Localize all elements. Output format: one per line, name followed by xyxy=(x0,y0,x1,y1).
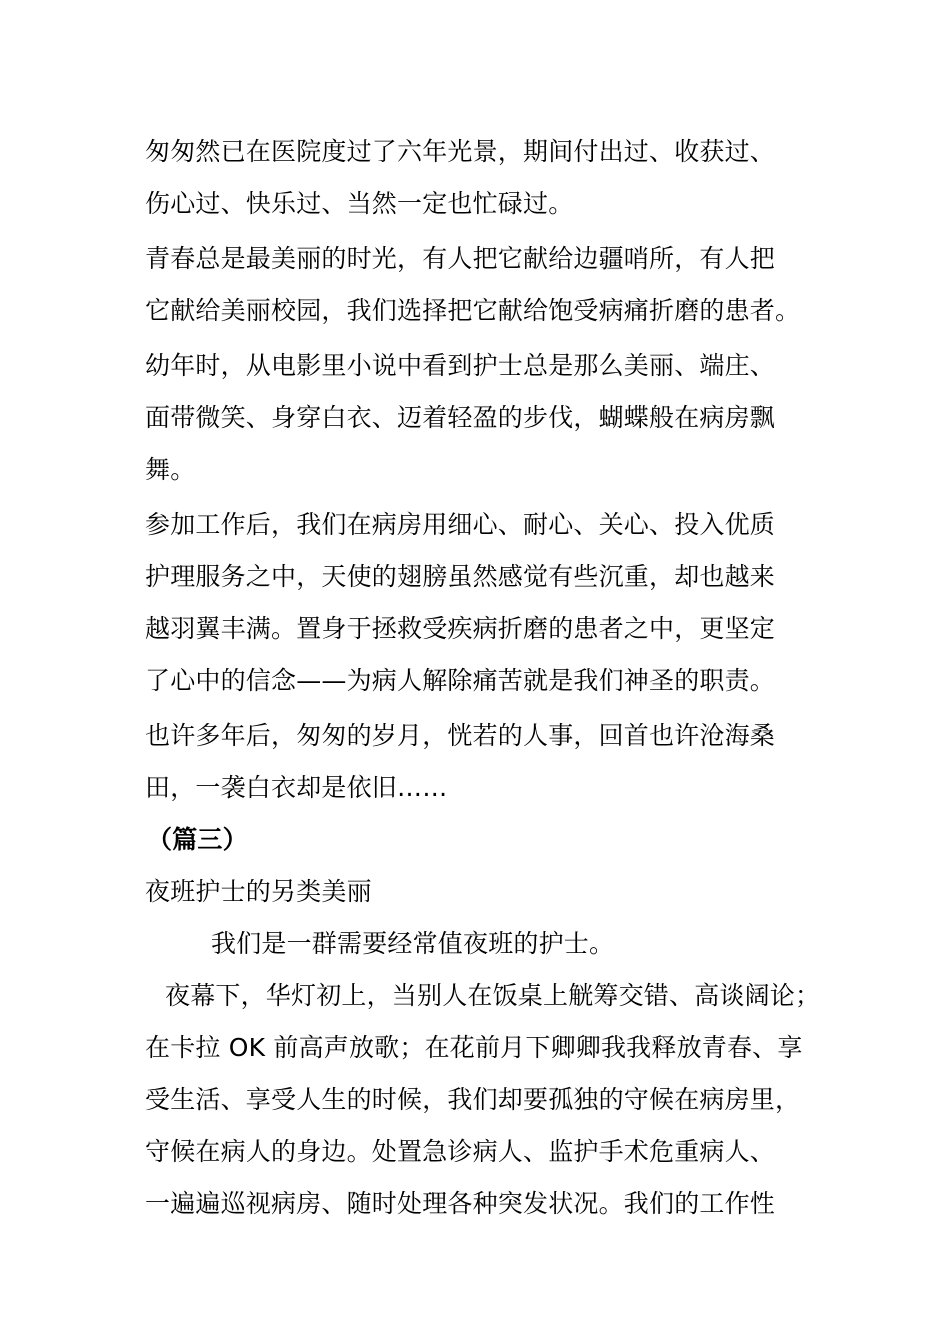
paragraph-3 xyxy=(145,340,825,496)
paragraph-5 xyxy=(145,710,825,814)
text-line: 参加工作后，我们在病房用细心、耐心、关心、投入优质 xyxy=(145,510,776,539)
paragraph-2 xyxy=(145,233,825,337)
text-line: 舞。 xyxy=(145,455,196,484)
text-line: 面带微笑、身穿白衣、迈着轻盈的步伐，蝴蝶般在病房飘 xyxy=(145,403,776,432)
text-line: 了心中的信念——为病人解除痛苦就是我们神圣的职责。 xyxy=(145,666,776,695)
document-body xyxy=(145,126,825,1230)
text-line: 匆匆然已在医院度过了六年光景，期间付出过、收获过、 xyxy=(145,137,776,166)
paragraph-4 xyxy=(145,499,825,707)
text-line: 伤心过、快乐过、当然一定也忙碌过。 xyxy=(145,189,574,218)
text-line: 田，一袭白衣却是依旧…… xyxy=(145,773,448,802)
text-line: 幼年时，从电影里小说中看到护士总是那么美丽、端庄、 xyxy=(145,351,776,380)
text-line: 在卡拉 OK 前高声放歌；在花前月下卿卿我我释放青春、享 xyxy=(145,1033,803,1062)
text-line: 它献给美丽校园，我们选择把它献给饱受病痛折磨的患者。 xyxy=(145,296,801,325)
text-line: 夜幕下，华灯初上，当别人在饭桌上觥筹交错、高谈阔论； xyxy=(165,981,821,1010)
section-title: 夜班护士的另类美丽 xyxy=(145,877,372,906)
text-line: 护理服务之中，天使的翅膀虽然感觉有些沉重，却也越来 xyxy=(145,562,776,591)
text-line: 守候在病人的身边。处置急诊病人、监护手术危重病人、 xyxy=(145,1137,776,1166)
section-heading: （篇三） xyxy=(147,825,248,854)
text-line: 一遍遍巡视病房、随时处理各种突发状况。我们的工作性 xyxy=(145,1189,776,1218)
intro-line: 我们是一群需要经常值夜班的护士。 xyxy=(211,929,615,958)
paragraph-final xyxy=(145,970,825,1230)
paragraph-1 xyxy=(145,126,825,230)
text-line: 越羽翼丰满。置身于拯救受疾病折磨的患者之中，更坚定 xyxy=(145,614,776,643)
text-line: 青春总是最美丽的时光，有人把它献给边疆哨所，有人把 xyxy=(145,244,776,273)
text-line: 受生活、享受人生的时候，我们却要孤独的守候在病房里， xyxy=(145,1085,801,1114)
text-line: 也许多年后，匆匆的岁月，恍若的人事，回首也许沧海桑 xyxy=(145,721,776,750)
